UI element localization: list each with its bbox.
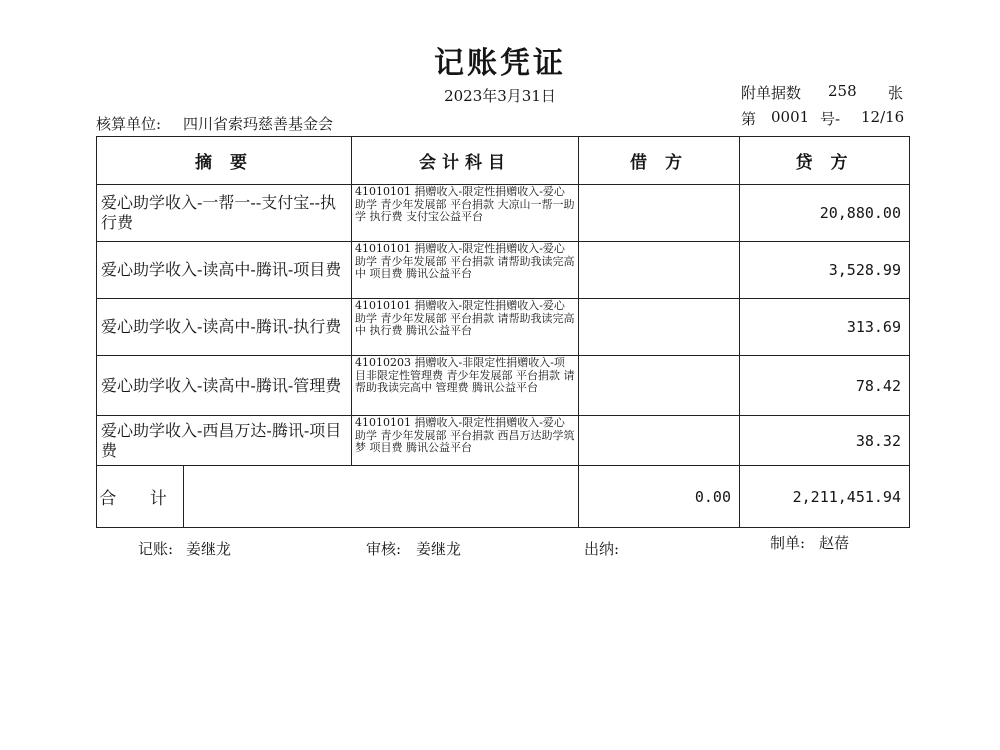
total-row: [97, 466, 910, 528]
voucher-title: 记账凭证: [434, 46, 566, 81]
header-account: 会计科目: [352, 137, 579, 185]
table-row: [97, 185, 910, 242]
row-credit: 38.32: [740, 416, 910, 466]
reviewer-label: 审核:: [366, 540, 402, 558]
voucher-table: [96, 136, 910, 528]
row-credit: 20,880.00: [740, 185, 910, 242]
header-debit: 借 方: [579, 137, 740, 185]
unit-name: 四川省索玛慈善基金会: [183, 115, 334, 133]
table-row: [97, 242, 910, 299]
table-row: [97, 416, 910, 466]
total-label: 合 计: [97, 466, 184, 527]
preparer-label: 制单:: [770, 534, 806, 552]
row-account: 41010101 捐赠收入-限定性捐赠收入-爱心助学 青少年发展部 平台捐款 西昌万达助学筑梦 项目费 腾讯公益平台: [352, 416, 579, 466]
row-credit: 3,528.99: [740, 242, 910, 299]
number-suffix: 号-: [820, 110, 841, 128]
row-credit: 78.42: [740, 356, 910, 416]
row-summary: 爱心助学收入-读高中-腾讯-执行费: [97, 299, 352, 356]
row-debit: [579, 299, 740, 356]
row-account: 41010101 捐赠收入-限定性捐赠收入-爱心助学 青少年发展部 平台捐款 大凉山一帮一助学 执行费 支付宝公益平台: [352, 185, 579, 242]
bookkeeper-name: 姜继龙: [186, 540, 232, 558]
bookkeeper-label: 记账:: [138, 540, 174, 558]
row-debit: [579, 356, 740, 416]
unit-label: 核算单位:: [96, 115, 162, 133]
row-credit: 313.69: [740, 299, 910, 356]
voucher-date: 2023年3月31日: [444, 87, 556, 105]
table-row: [97, 356, 910, 416]
reviewer-name: 姜继龙: [416, 540, 462, 558]
header-credit: 贷 方: [740, 137, 910, 185]
total-debit: 0.00: [579, 466, 740, 528]
attachments-unit: 张: [888, 84, 904, 102]
row-account: 41010101 捐赠收入-限定性捐赠收入-爱心助学 青少年发展部 平台捐款 请帮助我读完高中 项目费 腾讯公益平台: [352, 242, 579, 299]
row-summary: 爱心助学收入-读高中-腾讯-管理费: [97, 356, 352, 416]
cashier-label: 出纳:: [584, 540, 620, 558]
number-label: 第: [741, 110, 757, 128]
row-debit: [579, 242, 740, 299]
row-account: 41010203 捐赠收入-非限定性捐赠收入-项目非限定性管理费 青少年发展部 平台捐款 请帮助我读完高中 管理费 腾讯公益平台: [352, 356, 579, 416]
row-account: 41010101 捐赠收入-限定性捐赠收入-爱心助学 青少年发展部 平台捐款 请帮助我读完高中 执行费 腾讯公益平台: [352, 299, 579, 356]
table-header-row: [97, 137, 910, 185]
row-summary: 爱心助学收入-一帮一--支付宝--执行费: [97, 185, 352, 242]
preparer-name: 赵蓓: [819, 534, 850, 552]
row-debit: [579, 416, 740, 466]
row-summary: 爱心助学收入-读高中-腾讯-项目费: [97, 242, 352, 299]
header-summary: 摘 要: [97, 137, 352, 185]
row-summary: 爱心助学收入-西昌万达-腾讯-项目费: [97, 416, 352, 466]
row-debit: [579, 185, 740, 242]
attachments-count: 258: [828, 82, 857, 100]
page-number: 12/16: [861, 108, 905, 126]
number-value: 0001: [771, 108, 810, 126]
total-credit: 2,211,451.94: [740, 466, 910, 528]
attachments-label: 附单据数: [741, 84, 802, 102]
table-row: [97, 299, 910, 356]
